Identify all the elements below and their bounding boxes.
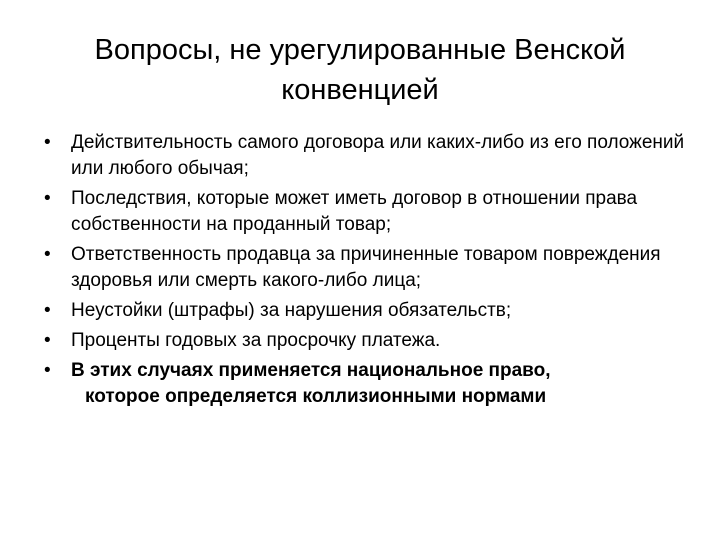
bullet-item [44, 186, 694, 238]
bullet-text: Последствия, которые может иметь договор в отношении права собственности на проданный товар; [71, 188, 638, 235]
bullet-icon: • [44, 244, 51, 265]
bullet-item [44, 242, 694, 294]
bullet-item-conclusion [44, 358, 694, 410]
bullet-icon: • [44, 330, 51, 351]
slide-title-line-1: Вопросы, не урегулированные Венской [94, 34, 626, 66]
bullet-icon: • [44, 360, 51, 381]
bullet-text: Ответственность продавца за причиненные товаром повреждения здоровья или смерть какого-либо лица; [71, 244, 661, 291]
slide-title [40, 30, 680, 110]
bullet-item [44, 130, 694, 182]
bullet-item [44, 328, 694, 354]
bullet-text: Действительность самого договора или каких-либо из его положений или любого обычая; [71, 132, 685, 179]
bullet-text-conclusion [71, 358, 694, 410]
bullet-item [44, 298, 694, 324]
conclusion-line-1: В этих случаях применяется национальное право, [71, 360, 551, 381]
bullet-icon: • [44, 188, 51, 209]
bullet-icon: • [44, 132, 51, 153]
bullet-text: Неустойки (штрафы) за нарушения обязательств; [71, 300, 512, 321]
conclusion-line-2: которое определяется коллизионными нормами [85, 386, 547, 407]
bullet-icon: • [44, 300, 51, 321]
slide-title-line-2: конвенцией [281, 74, 439, 106]
bullet-list [44, 130, 694, 414]
bullet-text: Проценты годовых за просрочку платежа. [71, 330, 441, 351]
